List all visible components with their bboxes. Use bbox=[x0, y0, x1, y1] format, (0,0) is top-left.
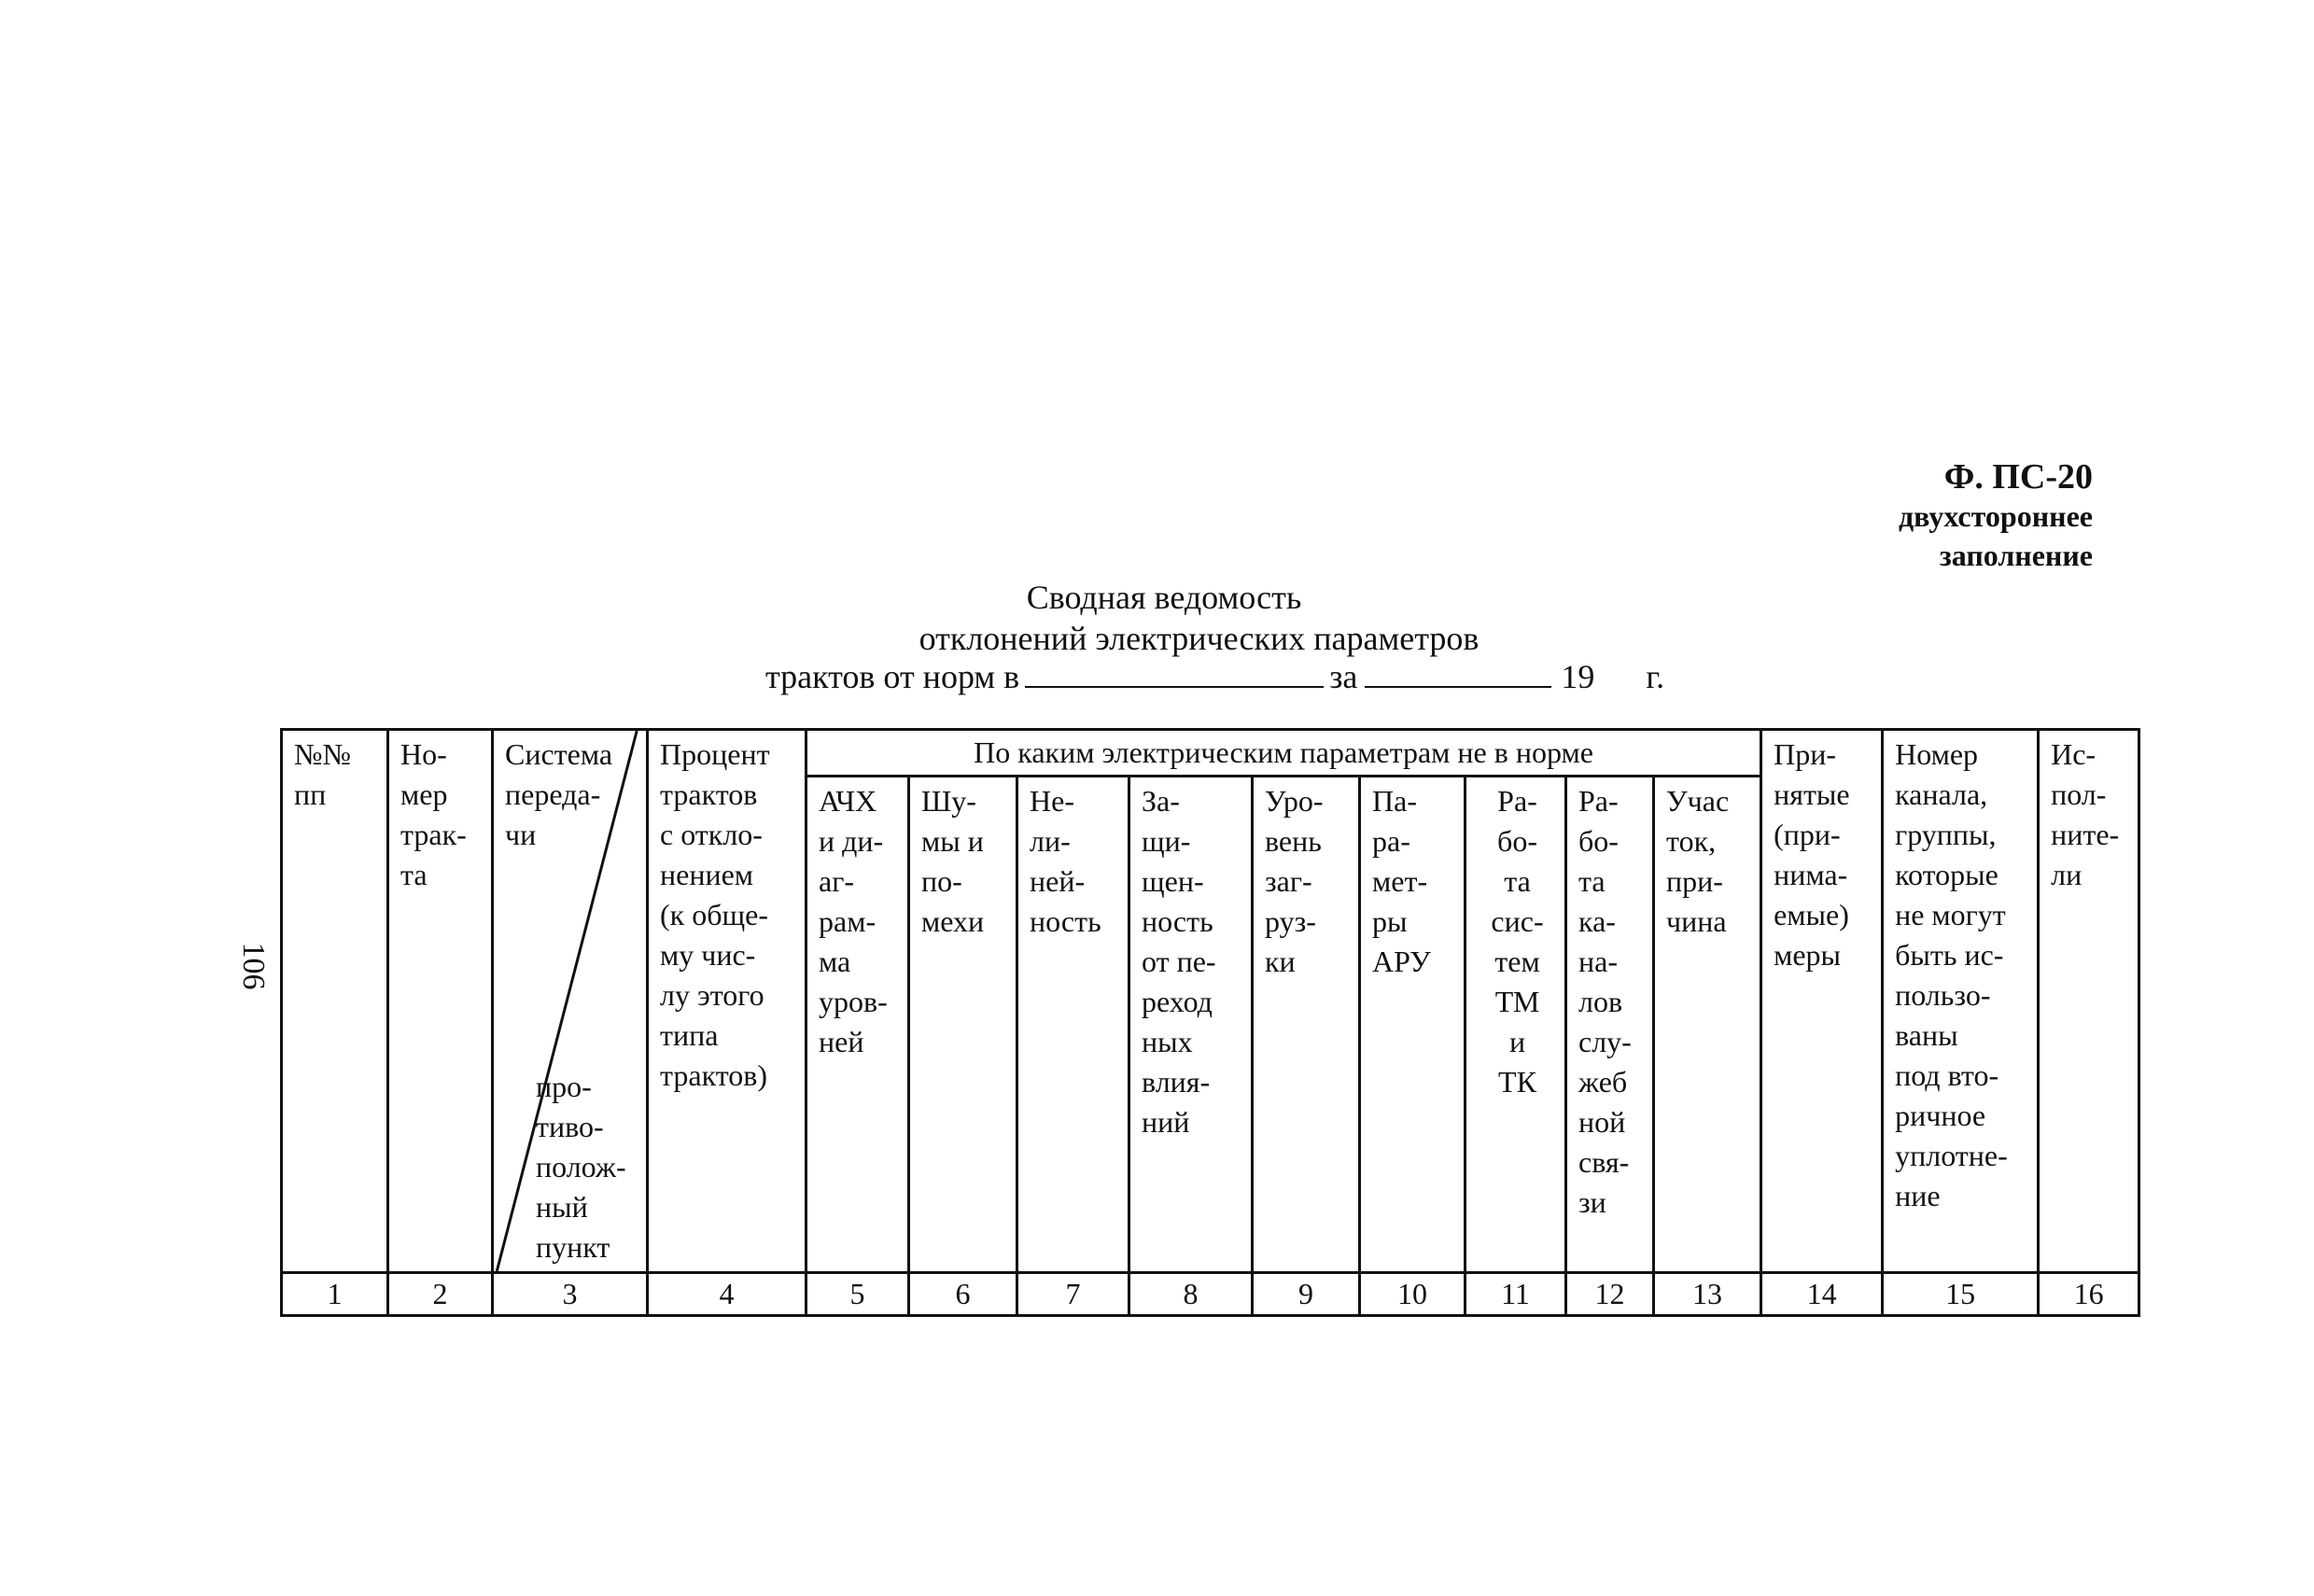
column-number: 12 bbox=[1566, 1273, 1654, 1316]
header-deviation-percent: Процент трактов с откло- нением (к обще- му чис- лу этого типа трактов) bbox=[648, 730, 806, 1273]
header-noise: Шу- мы и по- мехи bbox=[909, 777, 1017, 1273]
form-code-block bbox=[1899, 457, 2093, 575]
column-number: 11 bbox=[1466, 1273, 1566, 1316]
fill-mode-line-2: заполнение bbox=[1939, 539, 2093, 572]
document-title bbox=[0, 577, 2314, 659]
column-number: 15 bbox=[1883, 1273, 2039, 1316]
period-blank[interactable] bbox=[1025, 658, 1324, 688]
header-system-label: Система переда- чи bbox=[505, 737, 613, 851]
header-crosstalk-protection: За- щи- щен- ность от пе- реход ных влия- ний bbox=[1129, 777, 1253, 1273]
month-blank[interactable] bbox=[1365, 658, 1551, 688]
header-section-cause: Учас ток, при- чина bbox=[1654, 777, 1761, 1273]
title-year-suffix: г. bbox=[1646, 658, 1665, 695]
title-line-1: Сводная ведомость bbox=[1026, 579, 1302, 616]
header-load-level: Уро- вень заг- руз- ки bbox=[1253, 777, 1360, 1273]
header-opposite-point-label: про- тиво- полож- ный пункт bbox=[536, 1070, 626, 1264]
column-number: 3 bbox=[493, 1273, 648, 1316]
header-nonlinearity: Не- ли- ней- ность bbox=[1017, 777, 1129, 1273]
title-period-label: трактов от норм в bbox=[765, 658, 1020, 695]
column-number: 9 bbox=[1253, 1273, 1360, 1316]
header-service-channels: Ра- бо- та ка- на- лов слу- жеб ной свя- зи bbox=[1566, 777, 1654, 1273]
title-line-2: отклонений электрических параметров bbox=[919, 620, 1480, 657]
column-number-row bbox=[282, 1273, 2139, 1316]
header-agc-params: Па- ра- мет- ры АРУ bbox=[1360, 777, 1466, 1273]
column-number: 10 bbox=[1360, 1273, 1466, 1316]
column-number: 16 bbox=[2039, 1273, 2139, 1316]
title-line-3 bbox=[765, 656, 1664, 697]
column-number: 6 bbox=[909, 1273, 1017, 1316]
column-number: 5 bbox=[806, 1273, 909, 1316]
column-number: 14 bbox=[1761, 1273, 1883, 1316]
header-tract-number: Но- мер трак- та bbox=[388, 730, 493, 1273]
header-item-number: №№ пп bbox=[282, 730, 388, 1273]
column-number: 13 bbox=[1654, 1273, 1761, 1316]
column-number: 8 bbox=[1129, 1273, 1253, 1316]
fill-mode-line-1: двухстороннее bbox=[1898, 499, 2093, 533]
form-code: Ф. ПС-20 bbox=[1943, 457, 2093, 497]
header-tm-tk-systems: Ра- бо- та сис- тем ТМ и ТК bbox=[1466, 777, 1566, 1273]
column-number: 2 bbox=[388, 1273, 493, 1316]
header-row-1 bbox=[282, 730, 2139, 777]
header-frequency-response: АЧХ и ди- аг- рам- ма уров- ней bbox=[806, 777, 909, 1273]
header-channel-number: Номер канала, группы, которые не могут быть ис- пользо- ваны под вто- ричное уплотне- ние bbox=[1883, 730, 2039, 1273]
column-number: 1 bbox=[282, 1273, 388, 1316]
header-measures: При- нятые (при- нима- емые) меры bbox=[1761, 730, 1883, 1273]
title-year-prefix: 19 bbox=[1561, 658, 1595, 695]
page-number: 106 bbox=[236, 942, 271, 990]
header-transmission-system bbox=[493, 730, 648, 1273]
column-number: 4 bbox=[648, 1273, 806, 1316]
title-for-label: за bbox=[1329, 658, 1358, 695]
header-executors: Ис- пол- ните- ли bbox=[2039, 730, 2139, 1273]
column-number: 7 bbox=[1017, 1273, 1129, 1316]
deviation-ledger-table bbox=[280, 728, 2140, 1317]
header-parameters-group: По каким электрическим параметрам не в норме bbox=[806, 730, 1761, 777]
